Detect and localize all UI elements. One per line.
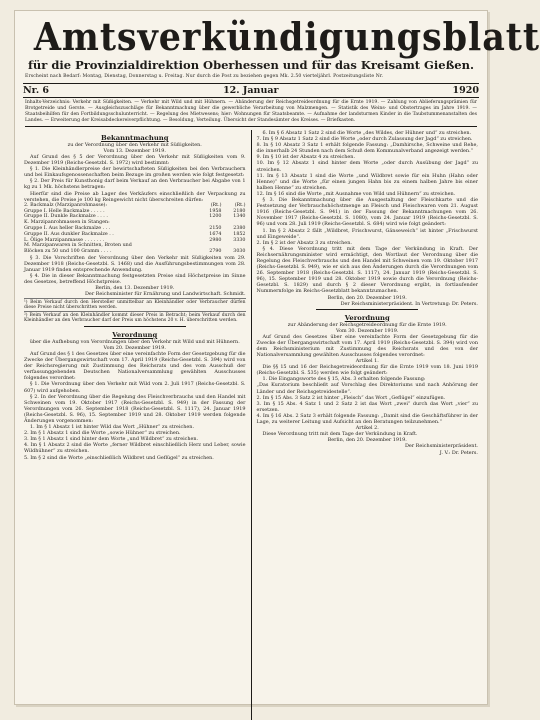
document-page (14, 10, 540, 705)
table-cell-label: Gruppe I. Aus heller Backmalze . . . (24, 225, 111, 231)
paragraph: § 1. Die Verordnung über den Verkehr mit Wild vom 2. Juli 1917 (Reichs-Gesetzbl. S. 607) wird aufgehoben. (24, 381, 246, 394)
table-cell-price: 3030 (233, 249, 246, 255)
issue-bar (23, 83, 479, 98)
footnote: ²) Beim Verkauf an den Kleinhändler kommt dieser Preis in Betracht; beim Verkauf durch den Kleinhändler an den Verbraucher darf der Preis um höchstens 20 v. H. überschritten werden. (24, 312, 246, 324)
paragraph: Diese Verordnung tritt mit dem Tage der Verkündung in Kraft. (262, 431, 418, 438)
issue-date: 12. Januar (223, 85, 279, 96)
table-cell-price: 2380 (233, 225, 246, 231)
table-cell-label: 2. Backmalz (Marzipanrohmasse): (24, 202, 108, 208)
paragraph: 1. Im § 2 Absatz 2 fällt „Wildbret, Frischwurst, Gänseweich“ ist hinter „Frischwurst und Eingeweide“. 2. Im § 2 ist der Absatz 3 zu streichen. (256, 227, 478, 246)
table-cell-price: 2790 (209, 249, 222, 255)
issue-year: 1920 (452, 85, 479, 96)
signature-place-date: Berlin, den 20. Dezember 1919. (327, 294, 407, 301)
signature-place-date: Berlin, den 20. Dezember 1919. (327, 437, 407, 444)
left-column (24, 130, 246, 720)
table-cell-price: 1958 (209, 208, 222, 214)
signature-name: Der Reichsministerpräsident. In Vertretung: Dr. Peters. (340, 300, 478, 307)
paragraph: § 2. In der Verordnung über die Regelung des Fleischverbrauchs und den Handel mit Schweinen vom 19. Oktober 1917 (Reichs-Gesetzbl. S. 949) in der Fassung der Verordnungen vom 26. September 1918 (Reichs-Gesetzbl. S. 1117), 24. Januar 1919 (Reichs-Gesetzbl. S. 96), 15. September 1919 und 28. Oktober 1919 werden folgende Änderungen vorgenommen: (24, 393, 246, 424)
newspaper-title: Amtsverkündigungsblatt (33, 14, 540, 59)
paragraph: Auf Grund des § 1 des Gesetzes über eine vereinfachte Form der Gesetzgebung für die Zwecke der Übergangswirtschaft vom 17. April 1919 (Reichs-Gesetzbl. S. 394) wird von der Reichsregierung mit Zustimmung des Reichsrats und des vom Ausschuß der verfassunggebenden Deutschen Nationalversammlung gewählten Ausschusses folgendes verordnet: (24, 350, 246, 382)
table-cell-price: 1200 (209, 214, 222, 220)
table-cell-price: 1340 (233, 214, 246, 220)
paragraph: Die §§ 15 und 16 der Reichsgetreideordnung für die Ernte 1919 vom 18. Juni 1919 (Reichs-Gesetzbl. S. 535) werden wie folgt geändert: (256, 364, 478, 377)
section-heading: Bekanntmachung (100, 134, 169, 142)
table-cell-price: (Rt.) (234, 202, 246, 208)
section-heading: Verordnung (112, 330, 158, 339)
table-cell-price: 1674 (209, 231, 222, 237)
signature-place-date: Berlin, den 13. Dezember 1919. (95, 285, 175, 292)
table-cell-price: 2150 (209, 225, 222, 231)
paragraph: 6. Im § 6 Absatz 1 Satz 2 sind die Worte „des Wildes, der Hühner und“ zu streichen. 7. Im § 9 Absatz 1 Satz 2 sind die Worte „oder durch Zulassung der Jagd“ zu streichen. 8. In § 10 Absatz 3 Satz 1 erhält folgende Fassung: „Damhirsche, Schweine und Rehe, die innerhalb 24 Stunden nach dem Schuß dem Kommunalverband angezeigt werden.“ 9. Im § 10 ist der Absatz 4 zu streichen. 10. Im § 12 Absatz 1 sind hinter dem Worte „oder durch Ausübung der Jagd“ zu streichen. 11. Im § 13 Absatz 1 sind die Worte „und Wildbret sowie für ein Huhn (Hahn oder Henne)“ und die Worte „für einen jungen Hahn bis zu einem halben Jahre bis einer halben Henne“ zu streichen. 12. Im § 16 sind die Worte „mit Ausnahme von Wild und Hühnern“ zu streichen. (256, 130, 478, 197)
column-divider (251, 130, 252, 720)
masthead (15, 11, 540, 80)
divider (316, 309, 418, 310)
article-columns (24, 130, 478, 720)
paragraph: 1. Die Eingangsworte des § 15, Abs. 3 erhalten folgende Fassung: „Das Kuratorium beschließt auf Vorschlag des Direktoriums und nach Anhörung der Länder und der Reichsgetreidestelle“. 2. Im § 15 Abs. 3 Satz 2 ist hinter „Fleisch“ das Wort „Geflügel“ einzufügen. 3. Im § 15 Abs. 4 Satz 1 und 2 Satz 2 ist das Wort „zwei“ durch das Wort „vier“ zu ersetzen. 4. Im § 16 Abs. 2 Satz 3 erhält folgende Fassung: „Damit sind die Geschäftsführer in der Lage, zu weiterer Leitung und Aufsicht an den Beratungen teilzunehmen.“ (256, 376, 478, 426)
article-heading: Artikel 2. (355, 425, 379, 432)
table-cell-label: Blöcken zu 50 und 100 Gramm . . . . (24, 249, 112, 255)
newspaper-subtitle: für die Provinzialdirektion Oberhessen und für das Kreisamt Gießen. (27, 58, 474, 72)
article-heading: Artikel 1. (355, 358, 379, 365)
table-cell-label: K. Marzipanrohmassen in Stangen: (24, 220, 110, 226)
paragraph: § 3. Die Vorschriften der Verordnung über den Verkehr mit Süßigkeiten vom 29. Dezember 1918 (Reichs-Gesetzbl. S. 1468) und die Ausführungsbestimmungen vom 28. Januar 1919 finden entsprechende Anwendung. (24, 254, 246, 274)
section-subheading: über die Aufhebung von Verordnungen über den Verkehr mit Wild und mit Hühnern. Vom 20. Dezember 1919. (29, 338, 240, 351)
section-subheading: zu der Verordnung über den Verkehr mit Süßigkeiten. Vom 13. Dezember 1919. (67, 142, 202, 154)
divider (84, 326, 186, 327)
paragraph: Auf Grund des § 5 der Verordnung über den Verkehr mit Süßigkeiten vom 9. Dezember 1919 (Reichs-Gesetzbl. S. 1972) wird bestimmt: (24, 154, 246, 167)
footnote: ¹) Beim Verkauf durch den Hersteller unmittelbar an Kleinhändler oder Verbraucher dürfen diese Preise nicht überschritten werden. (24, 299, 246, 311)
right-column (256, 130, 478, 720)
table-cell-price: 1852 (233, 231, 246, 237)
issue-number: Nr. 6 (23, 85, 50, 96)
paragraph: Hierfür sind die Preise ab Lager des Verkäufers einschließlich der Verpackung zu verstehen, die Preise je 100 kg Reingewicht nicht überschreiten dürfen: (24, 190, 246, 203)
signature-name: Der Reichsminister für Ernährung und Landwirtschaft. Schmidt. (85, 291, 246, 298)
section-subheading: zur Abänderung der Reichsgetreideordnung für die Ernte 1919. Vom 30. Dezember 1919. (287, 321, 447, 334)
table-cell-price: (Rt.) (210, 202, 222, 208)
table-cell-label: Gruppe II. Dunkle Backmalze . . . . (24, 214, 108, 220)
table-of-contents: Inhalts-Verzeichnis: Verkehr mit Süßigkeiten. — Verkehr mit Wild und mit Hühnern. — Abänderung der Reichsgetreideordnung für die Ernte 1919. — Zahlung von Ablieferungsprämien für Brotgetreide und Gerste. — Ausgleichszuschläge für Bekanntmachung über die gewerbliche Verarbeitung von Malzmengen. — Statistik des Weins- und Obstertrages im Jahre 1919. — Staatsbeihilfen für den Fortbildungsschulunterricht. — Regelung des Mietwesens; hier: Wohnungen für Staatsbeamte. — Aufnahme der landsturmen Kinder in die Taubstummenanstalten des Landes. — Erweiterung der Kreisabdeckereiverpflichtung. — Besoldung, Verteilung. Übersicht der Standesämter des Kreises. — Briefkasten. (25, 100, 477, 127)
section-heading: Verordnung (344, 313, 390, 322)
table-cell-label: Gruppe I. Helle Backmalze . . . . . (24, 208, 105, 214)
table-cell-price: 3330 (233, 237, 246, 243)
paragraph: § 4. Diese Verordnung tritt mit dem Tage der Verkündung in Kraft. Der Reichsernährungsminister wird ermächtigt, den Wortlaut der Verordnung über die Regelung des Fleischverbrauchs und den Handel mit Schweinen vom 19. Oktober 1917 (Reichs-Gesetzbl. S. 949), wie er sich aus den Änderungen durch die Verordnungen vom 26. September 1918 (Reichs-Gesetzbl. S. 1117), 24. Januar 1919 (Reichs-Gesetzbl. S. 96), 15. September 1919 und 28. Oktober 1919 sowie durch die Verordnung (Reichs-Gesetzbl. S. 1829) und durch § 2 dieser Verordnung ergibt, in fortlaufender Nummernfolge im Reichs-Gesetzblatt bekanntzumachen. (256, 245, 478, 295)
table-cell-label: Gruppe II. Aus dunkler Backmalze . . (24, 231, 114, 237)
paragraph: § 4. Die in dieser Bekanntmachung festgesetzten Preise sind Höchstpreise im Sinne des Gesetzes, betreffend Höchstpreise. (24, 273, 246, 286)
price-table (24, 203, 246, 255)
paragraph: § 2. Der Preis für Kunsthonig darf beim Verkauf an den Verbraucher bei Abgabe von 1 kg zu 1 Mk. höchstens betragen: (24, 178, 246, 191)
paragraph: Auf Grund des Gesetzes über eine vereinfachte Form der Gesetzgebung für die Zwecke der Übergangswirtschaft vom 17. April 1919 (Reichs-Gesetzbl. S. 394) wird von dem Reichsministerium mit Zustimmung des Reichsrats und des von der Nationalversammlung gewählten Ausschusses folgendes verordnet: (256, 333, 478, 358)
signature-name: Der Reichsministerpräsident. J. V.: Dr. Peters. (404, 443, 478, 456)
table-cell-price: 2980 (209, 237, 222, 243)
table-cell-label: L. Ölige Marzipanmasse . . . . . . . (24, 237, 105, 243)
paragraph: § 3. Die Bekanntmachung über die Ausgestaltung der Fleischkarte und die Festsetzung der Verbrauchshöchstmenge an Fleisch und Fleischwaren vom 21. August 1916 (Reichs-Gesetzbl. S. 941) in der Fassung der Bekanntmachungen vom 26. November 1917 (Reichs-Gesetzbl. S. 1080), vom 24. Januar 1919 (Reichs-Gesetzbl. S. 96) und vom 28. Juli 1919 (Reichs-Gesetzbl. S. 684) wird wie folgt geändert: (256, 197, 478, 228)
paragraph: 1. Im § 1 Absatz 1 ist hinter Wild das Wort „Hühner“ zu streichen. 2. Im § 1 Absatz 1 sind die Worte „sowie Hühner“ zu streichen. 3. Im § 1 Absatz 1 sind hinter dem Worte „und Wildbret“ zu streichen. 4. Im § 1 Absatz 2 sind die Worte „ferner Wildbret einschließlich Herz und Leber, sowie Wildhühner“ zu streichen. 5. Im § 2 sind die Worte „einschließlich Wildbret und Geflügel“ zu streichen. (24, 424, 246, 461)
paragraph: § 1. Die Kleinhändlerpreise der bewirtschafteten Süßigkeiten bei den Verbrauchern und bei Einkaufsgenossenschaften beim Bezuge im großen werden wie folgt festgesetzt: (24, 166, 246, 179)
table-cell-label: M. Marzipanwaren in Schnitten, Broten und (24, 243, 132, 249)
table-cell-price: 2180 (233, 208, 246, 214)
publication-info: Erscheint nach Bedarf: Montag, Dienstag, Donnerstag u. Freitag. Nur durch die Post zu beziehen gegen Mk. 2.50 vierteljährl. Postzeitungsliste Nr. (25, 74, 384, 79)
